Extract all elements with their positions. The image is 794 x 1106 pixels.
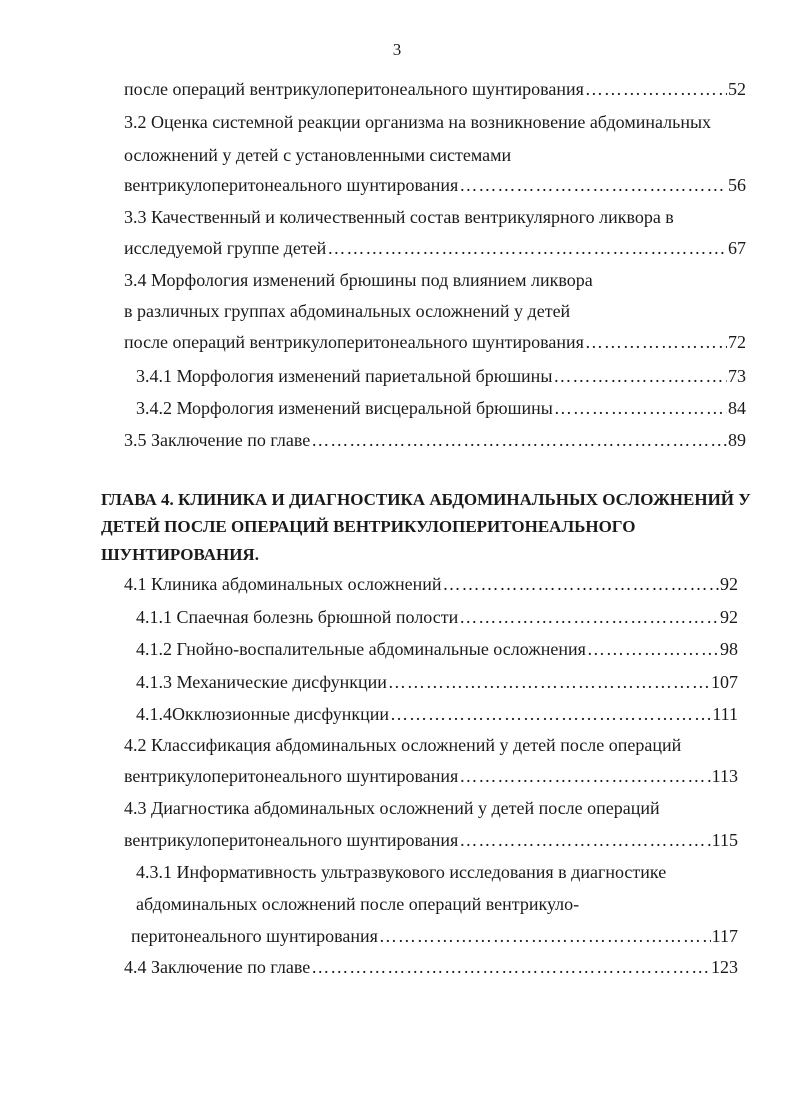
- toc-page-number: 107: [711, 672, 738, 692]
- toc-page-number: 115: [711, 830, 738, 850]
- toc-entry-text: 4.3 Диагностика абдоминальных осложнений у детей после операций: [124, 798, 660, 818]
- toc-entry: [131, 924, 738, 948]
- toc-page-number: 89: [728, 430, 746, 450]
- toc-entry: [136, 605, 738, 629]
- chapter-heading: ГЛАВА 4. КЛИНИКА И ДИАГНОСТИКА АБДОМИНАЛЬНЫХ ОСЛОЖНЕНИЙ У: [101, 490, 751, 509]
- toc-entry-text: абдоминальных осложнений после операций вентрикуло-: [136, 894, 580, 914]
- toc-page-number: 84: [728, 398, 746, 418]
- toc-entry-text: после операций вентрикулоперитонеального шунтирования: [124, 332, 584, 352]
- toc-entry-text: 3.4.1 Морфология изменений париетальной брюшины: [136, 366, 553, 386]
- toc-page-number: 113: [711, 766, 738, 786]
- dot-leader: [311, 955, 710, 979]
- toc-entry: [124, 955, 738, 979]
- toc-entry-text: 4.1.1 Спаечная болезнь брюшной полости: [136, 607, 459, 627]
- dot-leader: [459, 828, 710, 852]
- dot-leader: [459, 764, 710, 788]
- dot-leader: [379, 924, 711, 948]
- toc-entry: [124, 428, 746, 452]
- toc-entry: [124, 173, 746, 197]
- toc-page-number: 117: [711, 926, 738, 946]
- dot-leader: [311, 428, 727, 452]
- toc-page-number: 73: [728, 366, 746, 386]
- chapter-heading: ШУНТИРОВАНИЯ.: [101, 545, 259, 564]
- toc-page-number: 72: [728, 332, 746, 352]
- toc-entry-text: вентрикулоперитонеального шунтирования: [124, 175, 459, 195]
- dot-leader: [443, 572, 719, 596]
- dot-leader: [554, 396, 727, 420]
- toc-entry: [124, 764, 738, 788]
- toc-entry: [136, 702, 738, 726]
- toc-entry: [136, 396, 746, 420]
- dot-leader: [388, 670, 710, 694]
- toc-entry: [124, 330, 746, 354]
- toc-page-number: 67: [728, 238, 746, 258]
- toc-entry: [136, 637, 738, 661]
- toc-entry-text: 3.4.2 Морфология изменений висцеральной брюшины: [136, 398, 553, 418]
- dot-leader: [585, 330, 727, 354]
- dot-leader: [390, 702, 711, 726]
- toc-entry-text: 4.1 Клиника абдоминальных осложнений: [124, 574, 442, 594]
- toc-entry-text: 4.4 Заключение по главе: [124, 957, 311, 977]
- toc-entry: [136, 670, 738, 694]
- toc-page-number: 98: [720, 639, 738, 659]
- toc-entry-text: 3.4 Морфология изменений брюшины под влиянием ликвора: [124, 270, 593, 290]
- dot-leader: [459, 173, 727, 197]
- toc-entry: [136, 364, 746, 388]
- toc-page-number: 111: [712, 704, 738, 724]
- toc-page-number: 123: [711, 957, 738, 977]
- toc-entry: [124, 572, 738, 596]
- toc-entry: [124, 236, 746, 260]
- page-number: 3: [392, 40, 402, 59]
- toc-page-number: 52: [728, 79, 746, 99]
- dot-leader: [587, 637, 719, 661]
- toc-entry-text: 3.2 Оценка системной реакции организма на возникновение абдоминальных: [124, 112, 712, 132]
- toc-entry-text: 3.5 Заключение по главе: [124, 430, 311, 450]
- toc-entry-text: 4.1.2 Гнойно-воспалительные абдоминальные осложнения: [136, 639, 586, 659]
- toc-entry-text: 4.1.4Окклюзионные дисфункции: [136, 704, 390, 724]
- toc-page-number: 56: [728, 175, 746, 195]
- toc-entry: [124, 828, 738, 852]
- chapter-heading: ДЕТЕЙ ПОСЛЕ ОПЕРАЦИЙ ВЕНТРИКУЛОПЕРИТОНЕАЛЬНОГО: [101, 517, 636, 536]
- toc-entry-text: вентрикулоперитонеального шунтирования: [124, 830, 459, 850]
- toc-entry-text: 4.3.1 Информативность ультразвукового исследования в диагностике: [136, 862, 667, 882]
- dot-leader: [585, 77, 727, 101]
- dot-leader: [459, 605, 719, 629]
- toc-entry-text: в различных группах абдоминальных осложнений у детей: [124, 301, 571, 321]
- toc-entry-text: исследуемой группе детей: [124, 238, 327, 258]
- toc-entry-text: после операций вентрикулоперитонеального шунтирования: [124, 79, 584, 99]
- toc-entry-text: 3.3 Качественный и количественный состав вентрикулярного ликвора в: [124, 207, 674, 227]
- toc-page-number: 92: [720, 607, 738, 627]
- toc-page-number: 92: [720, 574, 738, 594]
- dot-leader: [327, 236, 727, 260]
- toc-entry-text: перитонеального шунтирования: [131, 926, 378, 946]
- toc-entry-text: осложнений у детей с установленными системами: [124, 145, 512, 165]
- toc-entry-text: вентрикулоперитонеального шунтирования: [124, 766, 459, 786]
- dot-leader: [553, 364, 727, 388]
- toc-entry: [124, 77, 746, 101]
- toc-entry-text: 4.2 Классификация абдоминальных осложнений у детей после операций: [124, 735, 682, 755]
- toc-entry-text: 4.1.3 Механические дисфункции: [136, 672, 387, 692]
